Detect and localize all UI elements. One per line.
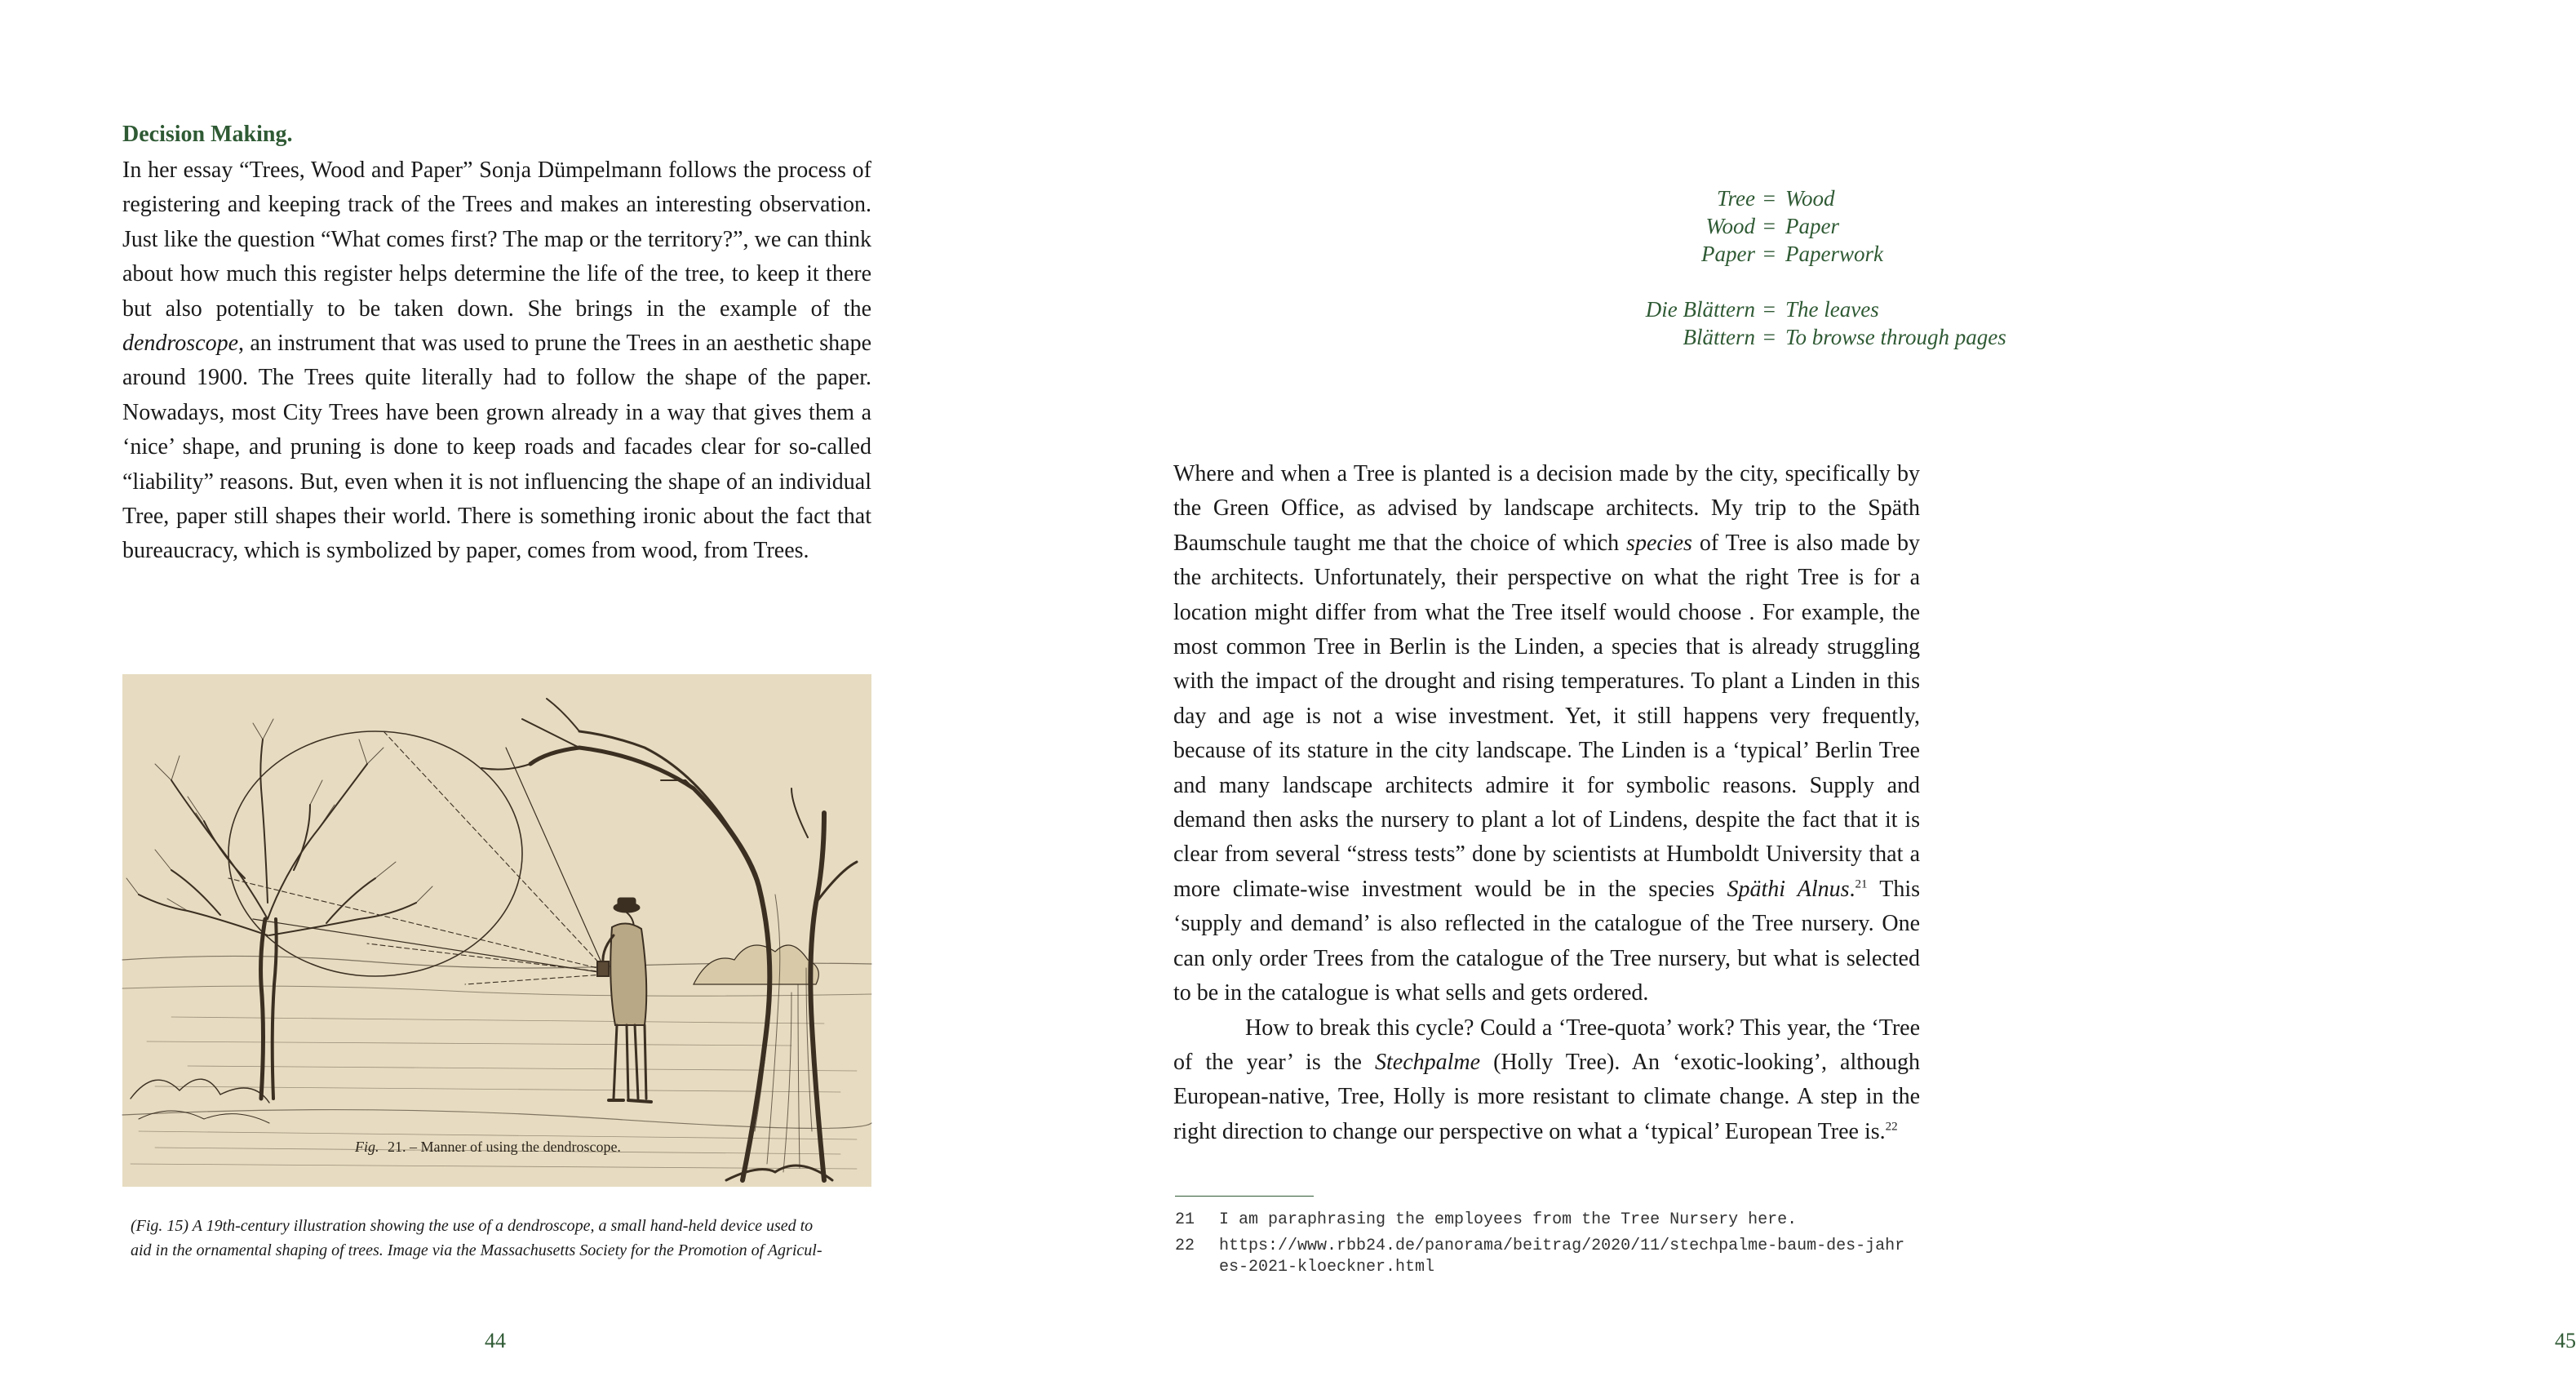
poem-lhs: Blättern [1683, 325, 1755, 349]
italic-term: species [1626, 530, 1692, 556]
poem-rhs: Paperwork [1785, 242, 1883, 266]
engraving-drawing [122, 674, 871, 1187]
page-number-right: 45 [2555, 1329, 2576, 1352]
left-body-paragraph [122, 153, 871, 569]
figure-caption [131, 1214, 865, 1263]
poem-equals: = [1762, 325, 1777, 349]
footnote-link[interactable]: https://www.rbb24.de/panorama/beitrag/2020/11/stechpalme-baum-des-jahres-2021-kloeckner.html [1219, 1237, 1905, 1277]
figure-label-prefix: Fig. [355, 1139, 379, 1155]
paragraph-text: This ‘supply and demand’ is also reflected in the catalogue of the Tree nursery. One can only order Trees from the catalogue of the Tree nursery, but what is selected to be in the catalogue is what sells and gets ordered. [1173, 876, 1921, 1006]
svg-text:Fig. 21. – Manner of [354, 1139, 621, 1155]
italic-term: dendroscope [122, 331, 239, 357]
poem-lhs: Wood [1705, 214, 1755, 238]
italic-term: Stechpalme [1375, 1049, 1481, 1075]
paragraph-text: In her essay “Trees, Wood and Paper” Sonja Dümpelmann follows the process of registering and keeping track of the Trees and makes an interesting observation. Just like the question “What comes first? The map or the territory?”, we can think about how much this register helps determine the life of the tree, to keep it there but also potentially to be taken down. She brings in the example of the [122, 158, 871, 322]
paragraph-text: How to break this cycle? Could a ‘Tree-quota’ work? This year, the ‘Tree of the year’ is the [1173, 1015, 1920, 1075]
footnote-number: 21 [1175, 1210, 1195, 1229]
poem-equals: = [1762, 214, 1777, 238]
poem-lhs: Tree [1717, 186, 1755, 211]
footnote [1175, 1236, 1909, 1278]
section-heading: Decision Making. [122, 122, 293, 147]
caption-line: aid in the ornamental shaping of trees. Image via the Massachusetts Society for the Promotion of Agricul- [131, 1241, 822, 1259]
right-paragraph-1 [1173, 457, 1920, 1011]
poem-rhs: To browse through pages [1785, 325, 2006, 349]
poem-equals: = [1762, 242, 1777, 266]
figure-label-text: 21. – Manner of using the dendroscope. [388, 1139, 621, 1155]
poem-rhs: Paper [1785, 214, 1839, 238]
footnote-reference[interactable]: 21 [1855, 877, 1868, 891]
paragraph-text: , an instrument that was used to prune the Trees in an aesthetic shape around 1900. The Trees quite literally had to follow the shape of the paper. Nowadays, most City Trees have been grown already in a way that gives them a ‘nice’ shape, and pruning is done to keep roads and facades clear for so-called “liability” reasons. But, even when it is not influencing the shape of an individual Tree, paper still shapes their world. There is something ironic about the fact that bureaucracy, which is symbolized by paper, comes from wood, from Trees. [122, 331, 871, 564]
caption-line: (Fig. 15) A 19th-century illustration showing the use of a dendroscope, a small hand-held device used to [131, 1217, 814, 1235]
poem-equals: = [1762, 186, 1777, 211]
page-number-left: 44 [485, 1329, 506, 1352]
right-paragraph-2 [1173, 1011, 1920, 1150]
poem-lhs: Die Blättern [1645, 297, 1755, 322]
italic-term: Späthi Alnus [1727, 876, 1850, 902]
right-page [1015, 0, 2576, 1381]
paragraph-text: Where and when a Tree is planted is a decision made by the city, specifically by the Green Office, as advised by landscape architects. My trip to the Späth Baumschule taught me that the choice of which [1173, 461, 1920, 556]
poem-equals: = [1762, 297, 1777, 322]
right-body [1173, 457, 1920, 1149]
paragraph-text: . [1849, 876, 1856, 902]
poem-lhs: Paper [1701, 242, 1755, 266]
footnote-number: 22 [1175, 1237, 1195, 1255]
poem-rhs: Wood [1785, 186, 1835, 211]
poem-rhs: The leaves [1785, 297, 1879, 322]
footnotes [1175, 1210, 1909, 1283]
paragraph-text: of Tree is also made by the architects. Unfortunately, their perspective on what the right Tree is for a location might differ from what the Tree itself would choose . For example, the most common Tree in Berlin is the Linden, a species that is already struggling with the impact of the drought and rising temperatures. To plant a Linden in this day and age is not a wise investment. Yet, it still happens very frequently, because of its stature in the city landscape. The Linden is a ‘typical’ Berlin Tree and many landscape architects admire it for symbolic reasons. Supply and demand then asks the nursery to plant a lot of Lindens, despite the fact that it is clear from several “stress tests” done by scientists at Humboldt University that a more climate-wise investment would be in the species [1173, 530, 1921, 902]
dendroscope-illustration [122, 674, 871, 1187]
footnote-reference[interactable]: 22 [1885, 1120, 1898, 1134]
paragraph-text: (Holly Tree). An ‘exotic-looking’, although European-native, Tree, Holly is more resistant to climate change. A step in the right direction to change our perspective on what a ‘typical’ European Tree is. [1173, 1049, 1921, 1144]
footnote [1175, 1210, 1909, 1231]
left-page [0, 0, 1015, 1381]
footnote-divider [1175, 1196, 1314, 1197]
footnote-text: I am paraphrasing the employees from the Tree Nursery here. [1219, 1210, 1798, 1229]
